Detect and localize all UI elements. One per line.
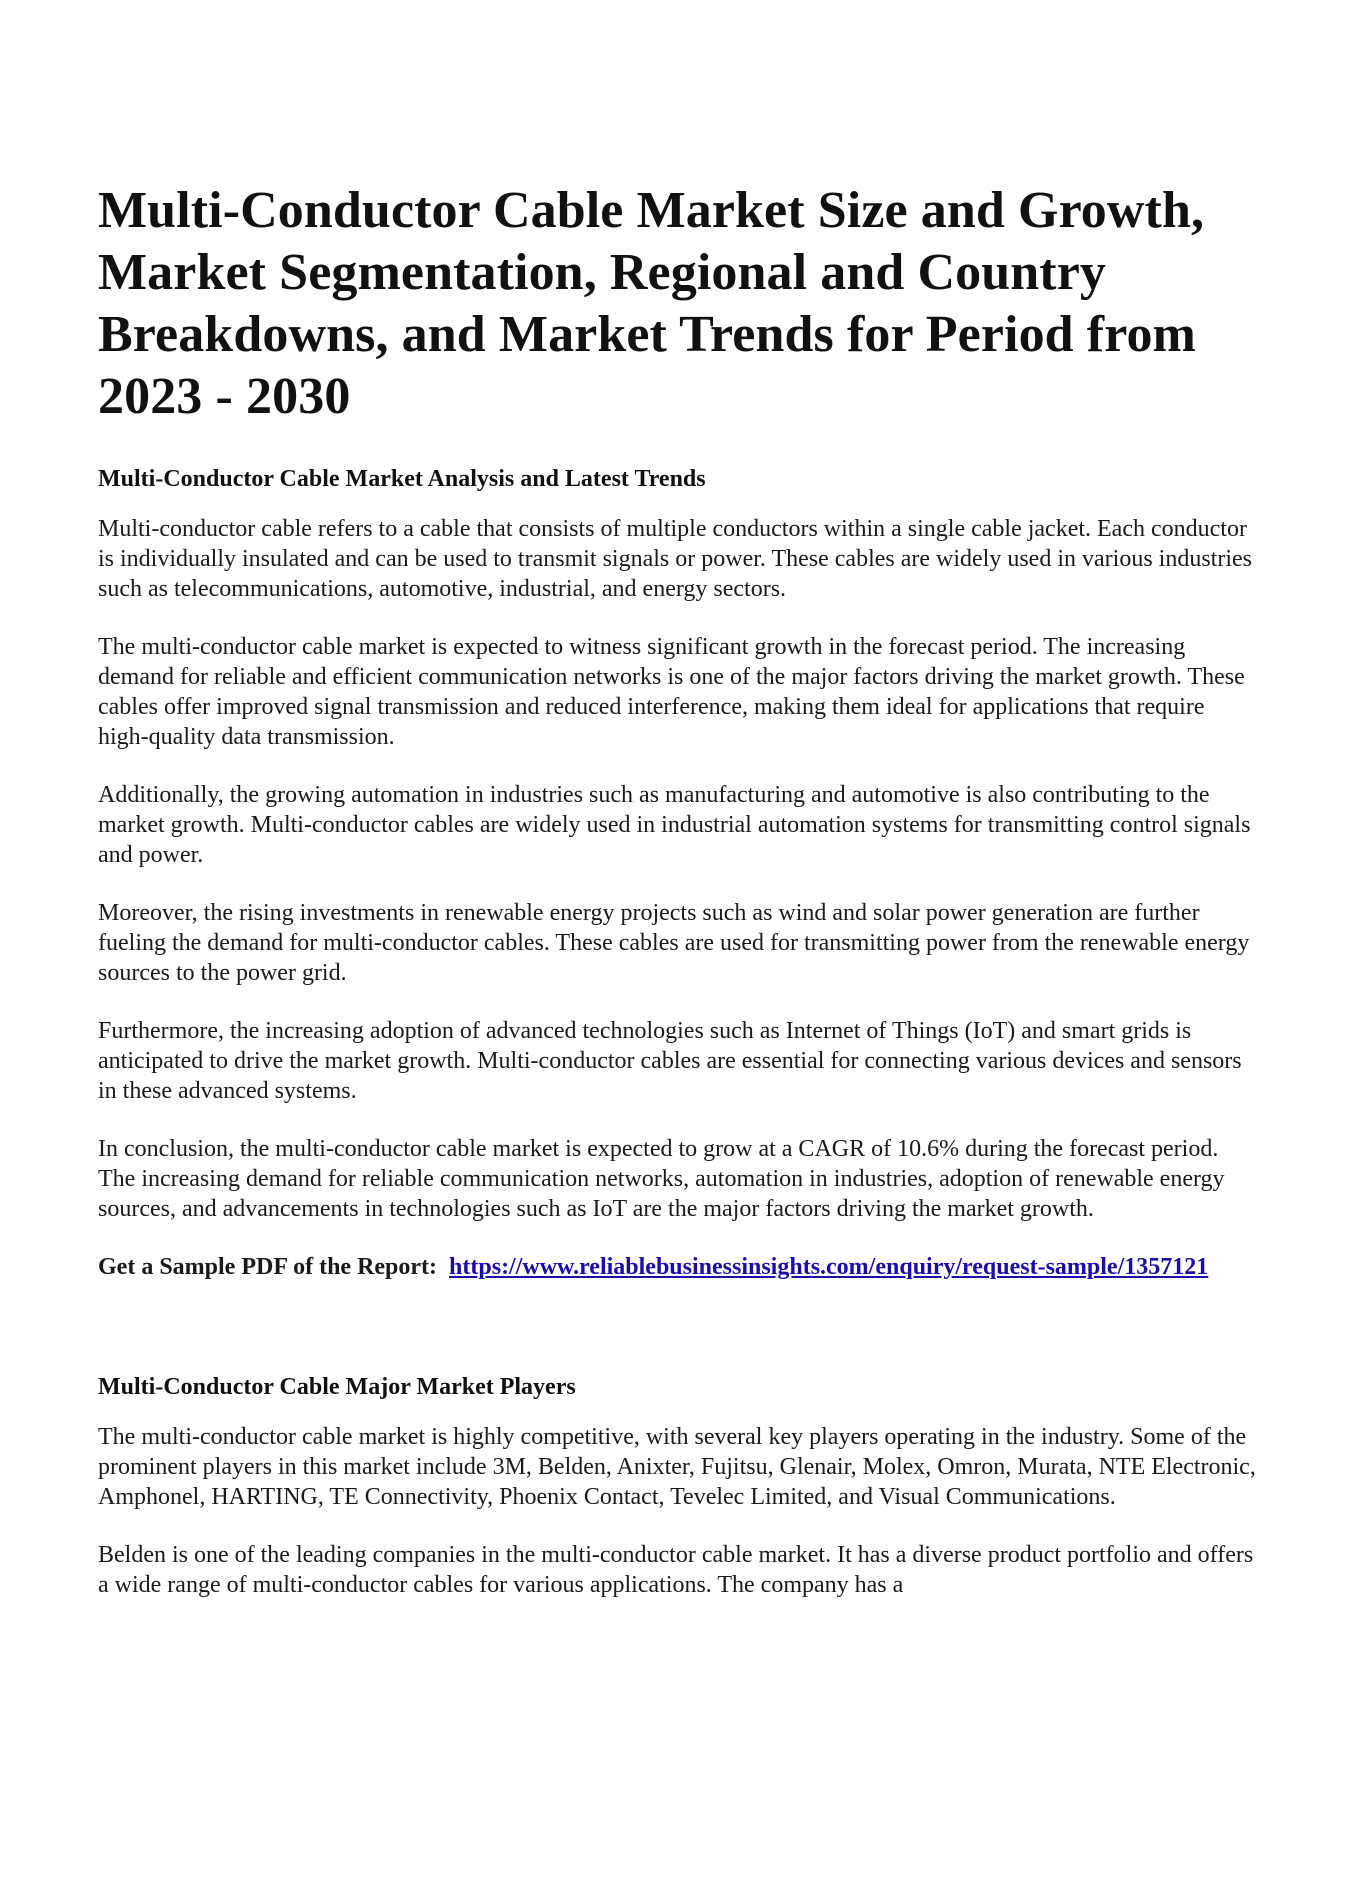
section-heading-players: Multi-Conductor Cable Major Market Players [98, 1374, 576, 1400]
paragraph: Additionally, the growing automation in industries such as manufacturing and automotive is also contributing to the market growth. Multi-conductor cables are widely used in industrial automation systems for transmitting control signals and power. [98, 782, 1251, 868]
paragraph: Belden is one of the leading companies in the multi-conductor cable market. It has a diverse product portfolio and offers a wide range of multi-conductor cables for various applications. The company has a [98, 1542, 1254, 1598]
paragraph: Multi-conductor cable refers to a cable that consists of multiple conductors within a single cable jacket. Each conductor is individually insulated and can be used to transmit signals or power. These cables are widely used in various industries such as telecommunications, automotive, industrial, and energy sectors. [98, 516, 1252, 602]
section-heading-analysis: Multi-Conductor Cable Market Analysis and Latest Trends [98, 466, 706, 492]
sample-pdf-link[interactable]: https://www.reliablebusinessinsights.com/enquiry/request-sample/1357121 [449, 1254, 1209, 1280]
paragraph: Moreover, the rising investments in renewable energy projects such as wind and solar power generation are further fueling the demand for multi-conductor cables. These cables are used for transmitting power from the renewable energy sources to the power grid. [98, 900, 1250, 986]
sample-pdf-label: Get a Sample PDF of the Report: [98, 1254, 438, 1280]
paragraph: The multi-conductor cable market is expected to witness significant growth in the forecast period. The increasing demand for reliable and efficient communication networks is one of the major factors driving the market growth. These cables offer improved signal transmission and reduced interference, making them ideal for applications that require high-quality data transmission. [98, 634, 1245, 750]
paragraph: In conclusion, the multi-conductor cable market is expected to grow at a CAGR of 10.6% during the forecast period. The increasing demand for reliable communication networks, automation in industries, adoption of renewable energy sources, and advancements in technologies such as IoT are the major factors driving the market growth. [98, 1136, 1225, 1222]
sample-pdf-line [98, 1252, 1258, 1282]
document-page [98, 180, 1258, 1628]
spacer [98, 1282, 1258, 1372]
page-title: Multi-Conductor Cable Market Size and Growth, Market Segmentation, Regional and Country Breakdowns, and Market Trends for Period from 2023 - 2030 [98, 182, 1205, 425]
paragraph: Furthermore, the increasing adoption of advanced technologies such as Internet of Things (IoT) and smart grids is anticipated to drive the market growth. Multi-conductor cables are essential for connecting various devices and sensors in these advanced systems. [98, 1018, 1242, 1104]
paragraph: The multi-conductor cable market is highly competitive, with several key players operating in the industry. Some of the prominent players in this market include 3M, Belden, Anixter, Fujitsu, Glenair, Molex, Omron, Murata, NTE Electronic, Amphonel, HARTING, TE Connectivity, Phoenix Contact, Tevelec Limited, and Visual Communications. [98, 1424, 1256, 1510]
